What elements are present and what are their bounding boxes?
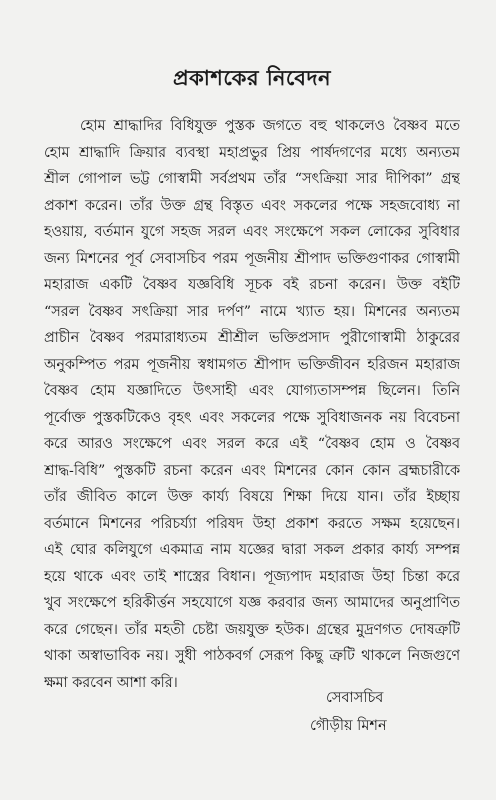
page-title: প্রকাশকের নিবেদন bbox=[172, 65, 332, 90]
signature-role: সেবাসচিব bbox=[326, 690, 384, 706]
paragraph-line: হোম শ্রাদ্ধাদির বিধিযুক্ত পুস্তক জগতে বহু থাকলেও বৈষ্ণব মতে bbox=[80, 118, 460, 134]
paragraph-line: শ্রাদ্ধ-বিধি” পুস্তকটি রচনা করেন এবং মিশনের কোন কোন ব্রহ্মচারীকে bbox=[44, 462, 460, 479]
paragraph-line: হয়ে থাকে এবং তাই শাস্ত্রের বিধান। পূজ্যপাদ মহারাজ উহা চিন্তা করে bbox=[44, 568, 460, 585]
paragraph-line: তাঁর জীবিত কালে উক্ত কার্য্য বিষয়ে শিক্ষা দিয়ে যান। তাঁর ইচ্ছায় bbox=[44, 489, 460, 505]
signature-block bbox=[310, 684, 387, 740]
paragraph-line: প্রকাশ করেন। তাঁর উক্ত গ্রন্থ বিস্তৃত এবং সকলের পক্ষে সহজবোধ্য না bbox=[44, 197, 460, 214]
paragraph-line: এই ঘোর কলিযুগে একমাত্র নাম যজ্ঞের দ্বারা সকল প্রকার কার্য্য সম্পন্ন bbox=[44, 542, 460, 558]
paragraph-line: শ্রীল গোপাল ভট্ট গোস্বামী সর্বপ্রথম তাঁর “সৎক্রিয়া সার দীপিকা” গ্রন্থ bbox=[44, 171, 460, 187]
paragraph-line: জন্য মিশনের পূর্ব সেবাসচিব পরম পূজনীয় শ্রীপাদ ভক্তিগুণাকর গোস্বামী bbox=[44, 250, 460, 267]
paragraph-line: “সরল বৈষ্ণব সৎক্রিয়া সার দর্পণ” নামে খ্যাত হয়। মিশনের অন্যতম bbox=[44, 303, 460, 320]
paragraph-line: বৈষ্ণব হোম যজ্ঞাদিতে উৎসাহী এবং যোগ্যতাসম্পন্ন ছিলেন। তিনি bbox=[44, 383, 460, 399]
paragraph-line: ক্ষমা করবেন আশা করি। bbox=[44, 674, 178, 691]
paragraph-line: করে আরও সংক্ষেপে এবং সরল করে এই “বৈষ্ণব হোম ও বৈষ্ণব bbox=[44, 436, 460, 452]
body-text bbox=[44, 113, 460, 696]
paragraph-line: অনুকম্পিত পরম পূজনীয় স্বধামগত শ্রীপাদ ভক্তিজীবন হরিজন মহারাজ bbox=[44, 356, 460, 373]
paragraph-line: থাকা অস্বাভাবিক নয়। সুধী পাঠকবর্গ সেরূপ কিছু ত্রুটি থাকলে নিজগুণে bbox=[44, 648, 460, 664]
paragraph-line: করে গেছেন। তাঁর মহতী চেষ্টা জয়যুক্ত হউক। গ্রন্থের মুদ্রণগত দোষত্রুটি bbox=[44, 621, 460, 638]
paragraph-line: মহারাজ একটি বৈষ্ণব যজ্ঞবিধি সূচক বই রচনা করেন। উক্ত বইটি bbox=[44, 277, 460, 293]
paragraph-line: পূর্বোক্ত পুস্তকটিকেও বৃহৎ এবং সকলের পক্ষে সুবিধাজনক নয় বিবেচনা bbox=[44, 409, 460, 426]
paragraph-line: প্রাচীন বৈষ্ণব পরমারাধ্যতম শ্রীশ্রীল ভক্তিপ্রসাদ পুরীগোস্বামী ঠাকুরের bbox=[44, 330, 460, 346]
paragraph-line: খুব সংক্ষেপে হরিকীর্ত্তন সহযোগে যজ্ঞ করবার জন্য আমাদের অনুপ্রাণিত bbox=[44, 595, 460, 611]
signature-organization: গৌড়ীয় মিশন bbox=[310, 718, 387, 734]
paragraph-line: হওয়ায়, বর্তমান যুগে সহজ সরল এবং সংক্ষেপে সকল লোকের সুবিধার bbox=[44, 224, 460, 240]
paragraph-line: বর্তমানে মিশনের পরিচর্য্যা পরিষদ উহা প্রকাশ করতে সক্ষম হয়েছেন। bbox=[44, 515, 460, 532]
paragraph-line: হোম শ্রাদ্ধাদি ক্রিয়ার ব্যবস্থা মহাপ্রভুর প্রিয় পার্ষদগণের মধ্যে অন্যতম bbox=[44, 144, 460, 161]
